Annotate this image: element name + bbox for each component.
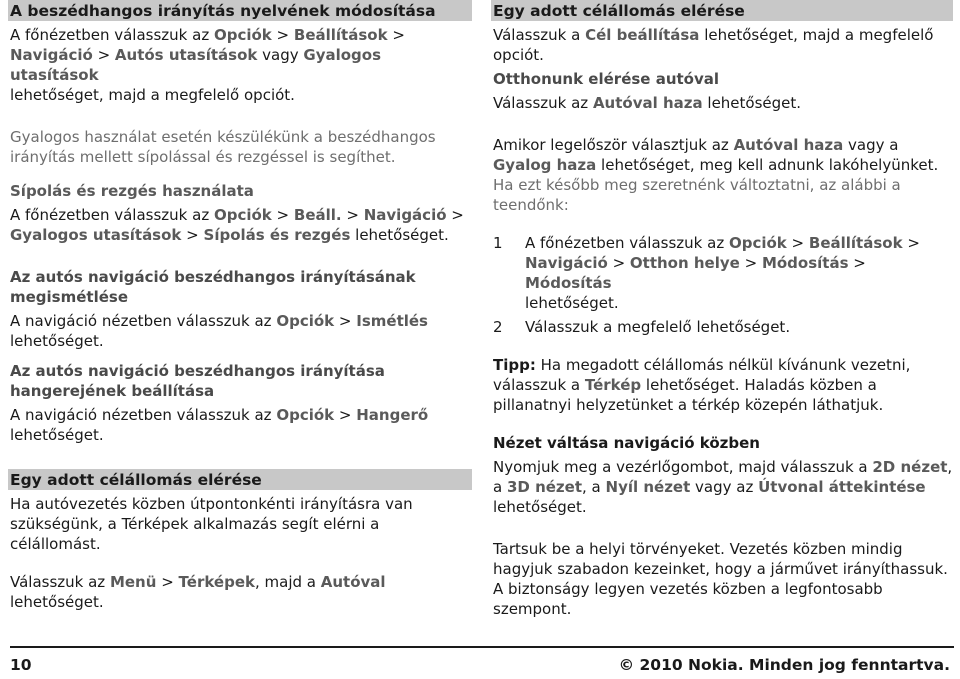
step-number: 2 — [493, 318, 503, 336]
paragraph-walking-note: Gyalogos használat esetén készülékünk a beszédhangos irányítás mellett sípolással és rezgéssel is segíthet. — [10, 128, 436, 166]
text: , a — [493, 458, 953, 496]
paragraph-language-path — [10, 25, 472, 105]
text: lehetőséget. — [702, 94, 802, 112]
separator: > — [92, 46, 115, 64]
menu-path-opciok: Opciók — [728, 234, 787, 252]
paragraph-view-switch — [493, 457, 953, 517]
page-number: 10 — [10, 656, 32, 674]
menu-path-navigacio: Navigáció — [363, 206, 447, 224]
footer-divider — [10, 646, 954, 648]
menu-path-3d-view: 3D nézet — [506, 478, 583, 496]
section-heading-destination: Egy adott célállomás elérése — [8, 469, 472, 490]
text: A navigáció nézetben válasszuk az — [10, 406, 277, 424]
copyright-notice: © 2010 Nokia. Minden jog fenntartva. — [618, 656, 950, 674]
menu-path-cel-beallitasa: Cél beállítása — [585, 26, 700, 44]
menu-path-ismetles: Ismétlés — [356, 312, 428, 330]
text: Ha ezt később meg szeretnénk változtatni, az alábbi a teendőnk: — [493, 176, 901, 214]
separator: > — [387, 26, 405, 44]
separator: > — [786, 234, 809, 252]
paragraph-tip — [493, 355, 953, 415]
subheading-repeat-guidance: Az autós navigáció beszédhangos irányításának megismétlése — [10, 268, 416, 306]
tip-label: Tipp: — [493, 356, 536, 374]
separator: > — [446, 206, 464, 224]
text: lehetőséget. — [10, 426, 104, 444]
text: lehetőséget. — [641, 376, 740, 394]
text: A navigáció nézetben válasszuk az — [10, 312, 277, 330]
separator: > — [739, 254, 762, 272]
menu-path-gyalogos: Gyalogos utasítások — [10, 226, 182, 244]
text: lehetőséget, meg kell adnunk lakóhelyünket. — [596, 156, 939, 174]
menu-path-autos: Autós utasítások — [114, 46, 258, 64]
section-heading-language: A beszédhangos irányítás nyelvének módosítása — [8, 0, 472, 21]
text: , a — [582, 478, 606, 496]
separator: > — [271, 206, 294, 224]
menu-path-opciok: Opciók — [213, 206, 272, 224]
paragraph-safety: Tartsuk be a helyi törvényeket. Vezetés közben mindig hagyjuk szabadon kezeinket, hogy a járművet irányíthassuk. A biztonságy legyen vezetés közben a legfontosabb szempont. — [493, 540, 948, 618]
text: lehetőséget, majd a megfelelő opciót. — [10, 86, 295, 104]
text: vagy — [257, 46, 304, 64]
subheading-view-switch: Nézet váltása navigáció közben — [493, 434, 760, 452]
step-number: 1 — [493, 234, 503, 252]
paragraph-home-first-time — [493, 135, 953, 215]
menu-path-beallitasok: Beállítások — [808, 234, 903, 252]
section-heading-destination-right: Egy adott célállomás elérése — [491, 0, 953, 21]
menu-path-opciok: Opciók — [213, 26, 272, 44]
text: lehetőséget. — [493, 498, 587, 516]
separator: > — [607, 254, 630, 272]
separator: > — [334, 312, 357, 330]
text: Válasszuk az — [10, 573, 110, 591]
text: vagy a — [843, 136, 899, 154]
menu-path-sipolas: Sípolás és rezgés — [203, 226, 351, 244]
text: Válasszuk a megfelelő lehetőséget. — [525, 318, 791, 336]
text: Válasszuk az — [493, 94, 593, 112]
menu-path-autoval-haza: Autóval haza — [733, 136, 844, 154]
menu-path-modositas: Módosítás — [525, 274, 612, 292]
text: , majd a — [254, 573, 321, 591]
menu-path-terkep: Térkép — [584, 376, 642, 394]
paragraph-volume-path — [10, 405, 472, 445]
text: A főnézetben válasszuk az — [525, 234, 729, 252]
menu-path-modositas: Módosítás — [761, 254, 849, 272]
paragraph-repeat-path — [10, 311, 472, 351]
left-column — [10, 0, 472, 612]
menu-path-autoval: Autóval — [320, 573, 386, 591]
text: lehetőséget. — [350, 226, 449, 244]
text: vagy az — [690, 478, 759, 496]
paragraph-set-destination — [493, 25, 953, 65]
menu-path-hangero: Hangerő — [356, 406, 429, 424]
separator: > — [334, 406, 357, 424]
menu-path-arrow-view: Nyíl nézet — [605, 478, 691, 496]
separator: > — [271, 26, 294, 44]
text: Haladás közben a pillanatnyi helyzetünket a térkép közepén láthatjuk. — [493, 376, 884, 414]
steps-list — [493, 233, 953, 337]
subheading-volume: Az autós navigáció beszédhangos irányítása hangerejének beállítása — [10, 362, 385, 400]
subheading-drive-home: Otthonunk elérése autóval — [493, 70, 720, 88]
separator: > — [156, 573, 179, 591]
text: Válasszuk a — [493, 26, 586, 44]
menu-path-opciok: Opciók — [276, 312, 335, 330]
text: lehetőséget. — [10, 332, 104, 350]
menu-path-autoval-haza: Autóval haza — [592, 94, 703, 112]
text: A főnézetben válasszuk az — [10, 206, 214, 224]
menu-path-terkepek: Térképek — [178, 573, 255, 591]
paragraph-destination-intro: Ha autóvezetés közben útpontonkénti irányításra van szükségünk, a Térképek alkalmazás segít elérni a célállomást. — [10, 495, 413, 553]
menu-path-gyalog-haza: Gyalog haza — [493, 156, 597, 174]
menu-path-2d-view: 2D nézet — [872, 458, 948, 476]
list-item — [493, 233, 953, 313]
menu-path-navigacio: Navigáció — [10, 46, 93, 64]
menu-path-beallitasok: Beállítások — [293, 26, 388, 44]
text: lehetőséget, majd a megfelelő opciót. — [493, 26, 934, 64]
text: lehetőséget. — [10, 593, 104, 611]
menu-path-beall: Beáll. — [293, 206, 342, 224]
menu-path-menu: Menü — [109, 573, 157, 591]
separator: > — [181, 226, 204, 244]
separator: > — [902, 234, 920, 252]
text: A főnézetben válasszuk az — [10, 26, 214, 44]
separator: > — [848, 254, 866, 272]
text: Amikor legelőször választjuk az — [493, 136, 734, 154]
menu-path-route-overview: Útvonal áttekintése — [758, 478, 926, 496]
menu-path-gyalogos: Gyalogos utasítások — [10, 46, 382, 84]
paragraph-destination-path — [10, 572, 472, 612]
menu-path-navigacio: Navigáció — [525, 254, 608, 272]
text: Nyomjuk meg a vezérlőgombot, majd válasszuk a — [493, 458, 873, 476]
separator: > — [341, 206, 364, 224]
text: lehetőséget. — [525, 294, 619, 312]
menu-path-opciok: Opciók — [276, 406, 335, 424]
menu-path-otthon-helye: Otthon helye — [629, 254, 740, 272]
right-column — [493, 0, 953, 619]
paragraph-beep-path — [10, 205, 472, 245]
text: Ha megadott célállomás nélkül kívánunk vezetni, válasszuk a — [493, 356, 911, 394]
list-item — [493, 317, 953, 337]
paragraph-drive-home — [493, 93, 953, 113]
subheading-beep-vibration: Sípolás és rezgés használata — [10, 182, 254, 200]
